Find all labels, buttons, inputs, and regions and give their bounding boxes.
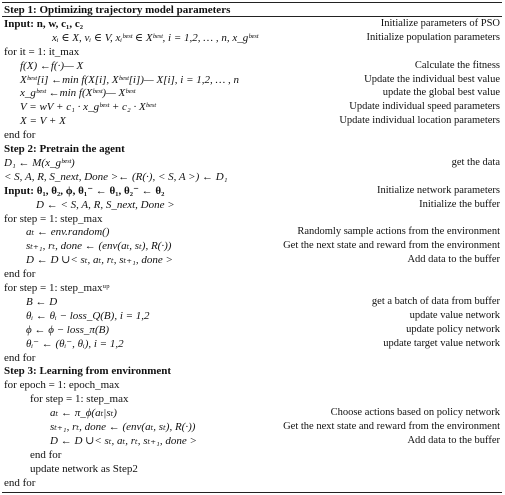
line-comment: Add data to the buffer	[407, 254, 500, 266]
algorithm-line	[2, 213, 502, 225]
line-comment: update policy network	[406, 323, 500, 335]
algorithm-line	[2, 199, 502, 211]
pseudocode-text: for step = 1: step_max	[4, 212, 103, 225]
pseudocode-text: D ← < S, A, R, S_next, Done >	[36, 198, 175, 211]
algorithm-line	[2, 4, 502, 16]
line-comment: get the data	[451, 156, 500, 168]
algorithm-line	[2, 101, 502, 113]
line-comment: update value network	[409, 309, 500, 321]
pseudocode-text: aₜ ← π_ϕ(aₜ|sₜ)	[50, 407, 117, 420]
algorithm-line	[2, 352, 502, 364]
pseudocode-text: end for	[30, 448, 62, 461]
pseudocode-text: < S, A, R, S_next, Done >← (R(·), < S, A >) ← D₁	[4, 170, 228, 183]
line-comment: update the global best value	[382, 87, 500, 99]
pseudocode-text: D ← D ∪< sₜ, aₜ, rₜ, sₜ₊₁, done >	[50, 434, 197, 447]
algorithm-line	[2, 74, 502, 86]
step-heading: Input: θ₁, θ₂, ϕ, θ₁⁻ ← θ₁, θ₂⁻ ← θ₂	[4, 184, 165, 197]
pseudocode-text: xᵢ ∈ X, vᵢ ∈ V, xᵢᵇᵉˢᵗ ∈ Xᵇᵉˢᵗ, i = 1,2, … , n, x_gᵇᵉˢᵗ	[52, 31, 259, 44]
algorithm-line	[2, 157, 502, 169]
line-comment: Calculate the fitness	[414, 59, 500, 71]
pseudocode-text: end for	[4, 476, 36, 489]
line-comment: Choose actions based on policy network	[330, 407, 500, 419]
algorithm-line	[2, 421, 502, 433]
algorithm-line	[2, 254, 502, 266]
pseudocode-text: for it = 1: it_max	[4, 45, 80, 58]
algorithm-line	[2, 60, 502, 72]
pseudocode-text: V = wV + c₁ · x_gᵇᵉˢᵗ + c₂ · Xᵇᵉˢᵗ	[20, 101, 156, 114]
pseudocode-text: B ← D	[26, 295, 58, 308]
pseudocode-text: end for	[4, 268, 36, 281]
line-comment: Initialize population parameters	[366, 31, 500, 43]
pseudocode-text: for step = 1: step_maxᵘᵖ	[4, 282, 110, 294]
pseudocode-text: Xᵇᵉˢᵗ[i] ←min f(X[i], Xᵇᵉˢᵗ[i])— X[i], i = 1,2, … , n	[20, 73, 240, 86]
line-comment: Initialize the buffer	[419, 198, 500, 210]
algorithm-line	[2, 477, 502, 489]
header-rule	[2, 16, 502, 17]
algorithm-box	[2, 2, 502, 493]
line-comment: Initialize parameters of PSO	[380, 17, 500, 29]
algorithm-line	[2, 296, 502, 308]
algorithm-line	[2, 407, 502, 419]
line-comment: Update individual speed parameters	[349, 101, 500, 113]
pseudocode-text: for step = 1: step_max	[30, 393, 129, 406]
algorithm-line	[2, 185, 502, 197]
algorithm-line	[2, 449, 502, 461]
algorithm-line	[2, 324, 502, 336]
algorithm-line	[2, 379, 502, 391]
algorithm-line	[2, 129, 502, 141]
line-comment: Update the individual best value	[364, 73, 500, 85]
algorithm-line	[2, 240, 502, 252]
line-comment: Update individual location parameters	[339, 115, 500, 127]
line-comment: Randomly sample actions from the environment	[297, 226, 500, 238]
algorithm-line	[2, 143, 502, 155]
pseudocode-text: D ← D ∪< sₜ, aₜ, rₜ, sₜ₊₁, done >	[26, 254, 173, 267]
pseudocode-text: x_gᵇᵉˢᵗ ←min f(Xᵇᵉˢᵗ)— Xᵇᵉˢᵗ	[20, 87, 136, 100]
algorithm-line	[2, 18, 502, 30]
step-heading: Step 3: Learning from environment	[4, 365, 172, 378]
algorithm-line	[2, 435, 502, 447]
algorithm-line	[2, 463, 502, 475]
algorithm-line	[2, 268, 502, 280]
algorithm-line	[2, 171, 502, 183]
line-comment: update target value network	[383, 337, 500, 349]
line-comment: Add data to the buffer	[407, 434, 500, 446]
algorithm-line	[2, 226, 502, 238]
line-comment: get a batch of data from buffer	[371, 295, 500, 307]
pseudocode-text: f(X) ←f(·)— X	[20, 59, 84, 72]
pseudocode-text: θᵢ⁻ ← (θᵢ⁻, θᵢ), i = 1,2	[26, 337, 124, 350]
algorithm-line	[2, 365, 502, 377]
step-heading: Step 2: Pretrain the agent	[4, 143, 125, 155]
step-heading: Input: n, w, c₁, c₂	[4, 17, 84, 30]
algorithm-line	[2, 46, 502, 58]
pseudocode-text: X = V + X	[20, 115, 66, 128]
algorithm-line	[2, 393, 502, 405]
pseudocode-text: aₜ ← env.random()	[26, 226, 110, 239]
line-comment: Get the next state and reward from the environment	[283, 421, 500, 432]
pseudocode-text: ϕ ← ϕ − loss_π(B)	[26, 323, 109, 336]
pseudocode-text: for epoch = 1: epoch_max	[4, 379, 120, 392]
algorithm-line	[2, 282, 502, 294]
algorithm-line	[2, 87, 502, 99]
line-comment: Get the next state and reward from the environment	[283, 240, 500, 252]
algorithm-line	[2, 338, 502, 350]
algorithm-line	[2, 310, 502, 322]
pseudocode-text: end for	[4, 129, 36, 142]
step-heading: Step 1: Optimizing trajectory model parameters	[4, 4, 231, 16]
pseudocode-text: update network as Step2	[30, 462, 138, 475]
pseudocode-text: D₁ ← M(x_gᵇᵉˢᵗ)	[4, 156, 75, 169]
line-comment: Initialize network parameters	[376, 184, 500, 196]
pseudocode-text: θᵢ ← θᵢ − loss_Q(B), i = 1,2	[26, 309, 150, 322]
algorithm-line	[2, 32, 502, 44]
algorithm-line	[2, 115, 502, 127]
pseudocode-text: sₜ₊₁, rₜ, done ← (env(aₜ, sₜ), R(·))	[26, 240, 172, 253]
pseudocode-text: sₜ₊₁, rₜ, done ← (env(aₜ, sₜ), R(·))	[50, 421, 196, 433]
pseudocode-text: end for	[4, 351, 36, 364]
